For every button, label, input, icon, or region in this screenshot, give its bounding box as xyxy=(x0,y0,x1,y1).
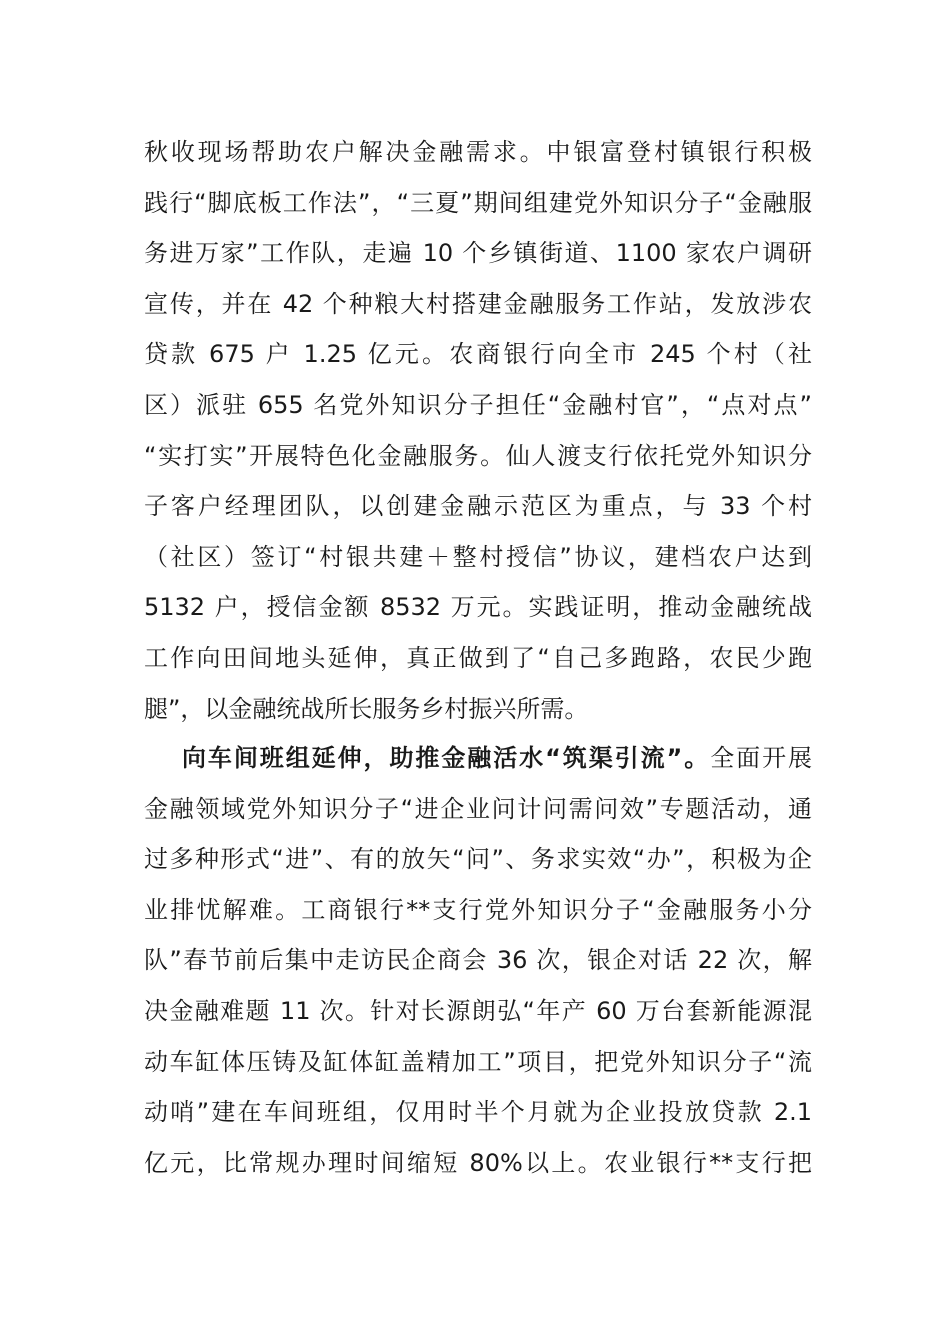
text-line: 腿”，以金融统战所长服务乡村振兴所需。 xyxy=(144,694,589,723)
text-line: 业排忧解难。工商银行**支行党外知识分子“金融服务小分 xyxy=(144,895,812,924)
text-line: “实打实”开展特色化金融服务。仙人渡支行依托党外知识分 xyxy=(144,441,812,470)
text-line: 子客户经理团队，以创建金融示范区为重点，与 33 个村 xyxy=(144,492,812,521)
paragraph-workshop-finance xyxy=(144,733,812,1188)
text-line: 过多种形式“进”、有的放矢“问”、务求实效“办”，积极为企 xyxy=(144,845,812,874)
text-line: 动车缸体压铸及缸体缸盖精加工”项目，把党外知识分子“流 xyxy=(144,1047,812,1076)
text-line: 动哨”建在车间班组，仅用时半个月就为企业投放贷款 2.1 xyxy=(144,1098,812,1127)
text-line: 队”春节前后集中走访民企商会 36 次，银企对话 22 次，解 xyxy=(144,946,812,975)
paragraph-first-line xyxy=(144,733,812,784)
text-line: 秋收现场帮助农户解决金融需求。中银富登村镇银行积极 xyxy=(144,138,812,166)
text-line: 5132 户，授信金额 8532 万元。实践证明，推动金融统战 xyxy=(144,593,812,622)
text-line: 务进万家”工作队，走遍 10 个乡镇街道、1100 家农户调研 xyxy=(144,239,812,268)
text-line: 贷款 675 户 1.25 亿元。农商银行向全市 245 个村（社 xyxy=(144,340,812,369)
paragraph-heading: 向车间班组延伸，助推金融活水“筑渠引流”。 xyxy=(182,744,711,772)
text-line: 区）派驻 655 名党外知识分子担任“金融村官”，“点对点” xyxy=(144,390,812,419)
text-line: 金融领域党外知识分子“进企业问计问需问效”专题活动，通 xyxy=(144,794,812,823)
text-line: （社区）签订“村银共建＋整村授信”协议，建档农户达到 xyxy=(144,542,812,571)
text-line: 宣传，并在 42 个种粮大村搭建金融服务工作站，发放涉农 xyxy=(144,289,812,318)
text-line: 工作向田间地头延伸，真正做到了“自己多跑路，农民少跑 xyxy=(144,643,812,672)
text-line: 践行“脚底板工作法”，“三夏”期间组建党外知识分子“金融服 xyxy=(144,188,812,217)
text-line: 决金融难题 11 次。针对长源朗弘“年产 60 万台套新能源混 xyxy=(144,996,812,1025)
text-line: 亿元，比常规办理时间缩短 80%以上。农业银行**支行把 xyxy=(144,1148,812,1177)
text-run: 全面开展 xyxy=(710,744,813,772)
paragraph-rural-finance xyxy=(144,127,812,734)
